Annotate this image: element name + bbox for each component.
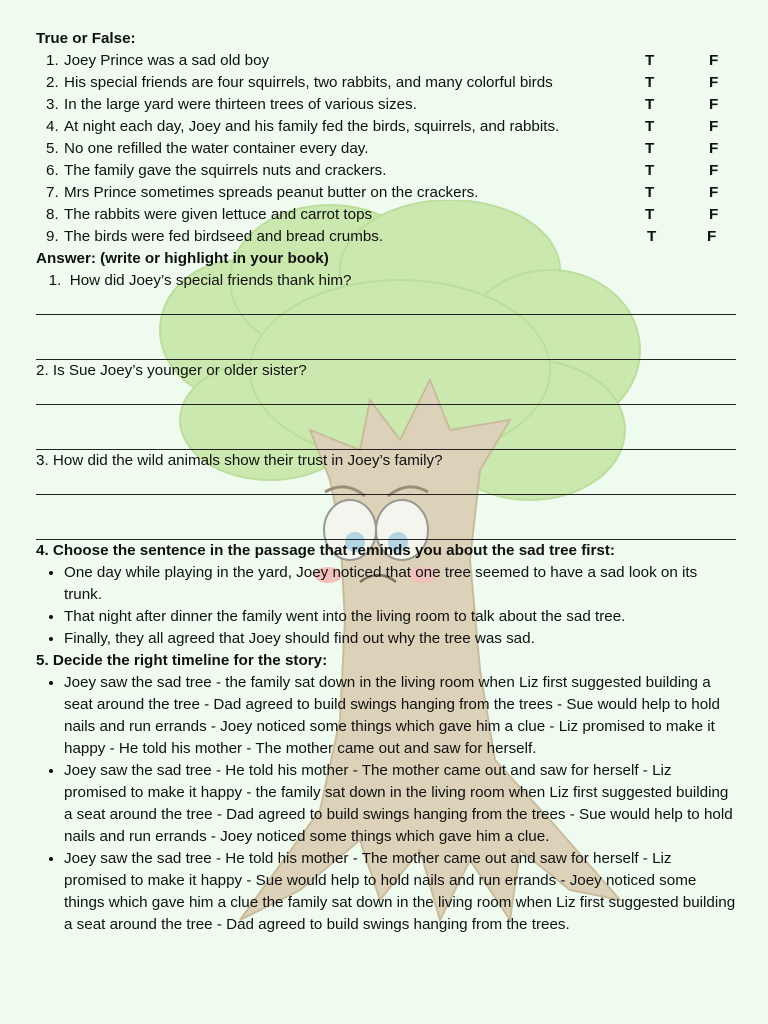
true-option[interactable]: T [645,118,655,135]
q4-heading: 4. Choose the sentence in the passage that reminds you about the sad tree first: [36,542,615,559]
worksheet [36,28,736,936]
false-option[interactable]: F [709,52,719,69]
tf-item-statement: In the large yard were thirteen trees of various sizes. [64,96,417,113]
tf-item-number: 7. [46,184,59,201]
tf-item-statement: His special friends are four squirrels, two rabbits, and many colorful birds [64,74,553,91]
tf-heading: True or False: [36,30,136,47]
tf-item [36,160,736,182]
true-option[interactable]: T [645,206,655,223]
false-option[interactable]: F [709,206,719,223]
question-1: 1. How did Joey’s special friends thank him? [36,272,352,289]
q5-option[interactable]: • Joey saw the sad tree - the family sat down in the living room when Liz first suggested building a seat around the tree - Dad agreed to build swings hanging from the trees - Sue would help to hold nails and run errands - Joey noticed some things which gave him a clue - Liz promised to make it happy - He told his mother - The mother came out and saw for herself. [64,672,736,760]
tf-item-statement: No one refilled the water container every day. [64,140,369,157]
q5-heading: 5. Decide the right timeline for the story: [36,652,328,669]
tf-item-number: 5. [46,140,59,157]
false-option[interactable]: F [709,74,719,91]
tf-item-number: 3. [46,96,59,113]
false-option[interactable]: F [709,96,719,113]
q4-option[interactable]: • Finally, they all agreed that Joey should find out why the tree was sad. [64,628,736,650]
q5-option[interactable]: • Joey saw the sad tree - He told his mother - The mother came out and saw for herself - Liz promised to make it happy - the family sat down in the living room when Liz first suggested building a seat around the tree - Dad agreed to build swings hanging from the trees - Sue would help to hold nails and run errands - Joey noticed some things which gave him a clue. [64,760,736,848]
tf-item [36,72,736,94]
question-3: 3. How did the wild animals show their trust in Joey’s family? [36,452,443,469]
tf-item-statement: The birds were fed birdseed and bread crumbs. [64,228,384,245]
false-option[interactable]: F [709,162,719,179]
tf-item [36,182,736,204]
tf-item [36,116,736,138]
false-option[interactable]: F [707,228,717,245]
true-option[interactable]: T [645,52,655,69]
true-option[interactable]: T [645,74,655,91]
tf-item [36,138,736,160]
answer-line[interactable] [36,427,736,450]
true-option[interactable]: T [645,96,655,113]
q5-options [36,672,736,936]
q4-option[interactable]: • That night after dinner the family went into the living room to talk about the sad tree. [64,606,736,628]
tf-item-number: 1. [46,52,59,69]
tf-item-number: 4. [46,118,59,135]
false-option[interactable]: F [709,184,719,201]
answer-heading: Answer: (write or highlight in your book) [36,250,329,267]
tf-item-statement: Joey Prince was a sad old boy [64,52,270,69]
tf-item-statement: Mrs Prince sometimes spreads peanut butter on the crackers. [64,184,479,201]
false-option[interactable]: F [709,118,719,135]
tf-item-number: 8. [46,206,59,223]
tf-item [36,50,736,72]
true-option[interactable]: T [647,228,657,245]
q4-options [36,562,736,650]
answer-line[interactable] [36,517,736,540]
tf-item [36,94,736,116]
tf-item-number: 9. [46,228,59,245]
question-2: 2. Is Sue Joey’s younger or older sister? [36,362,307,379]
answer-line[interactable] [36,337,736,360]
tf-item [36,226,736,248]
answer-line[interactable] [36,382,736,405]
false-option[interactable]: F [709,140,719,157]
tf-item [36,204,736,226]
answer-line[interactable] [36,472,736,495]
tf-item-statement: At night each day, Joey and his family fed the birds, squirrels, and rabbits. [64,118,560,135]
q4-option[interactable]: • One day while playing in the yard, Joey noticed that one tree seemed to have a sad look on its trunk. [64,562,736,606]
tf-list [36,50,736,248]
q5-option[interactable]: • Joey saw the sad tree - He told his mother - The mother came out and saw for herself - Liz promised to make it happy - Sue would help to hold nails and run errands - Joey noticed some things which gave him a clue the family sat down in the living room when Liz first suggested building a seat around the tree - Dad agreed to build swings hanging from the trees. [64,848,736,936]
true-option[interactable]: T [645,184,655,201]
tf-item-number: 6. [46,162,59,179]
tf-item-statement: The family gave the squirrels nuts and crackers. [64,162,387,179]
true-option[interactable]: T [645,162,655,179]
true-option[interactable]: T [645,140,655,157]
tf-item-statement: The rabbits were given lettuce and carrot tops [64,206,373,223]
tf-item-number: 2. [46,74,59,91]
answer-line[interactable] [36,292,736,315]
